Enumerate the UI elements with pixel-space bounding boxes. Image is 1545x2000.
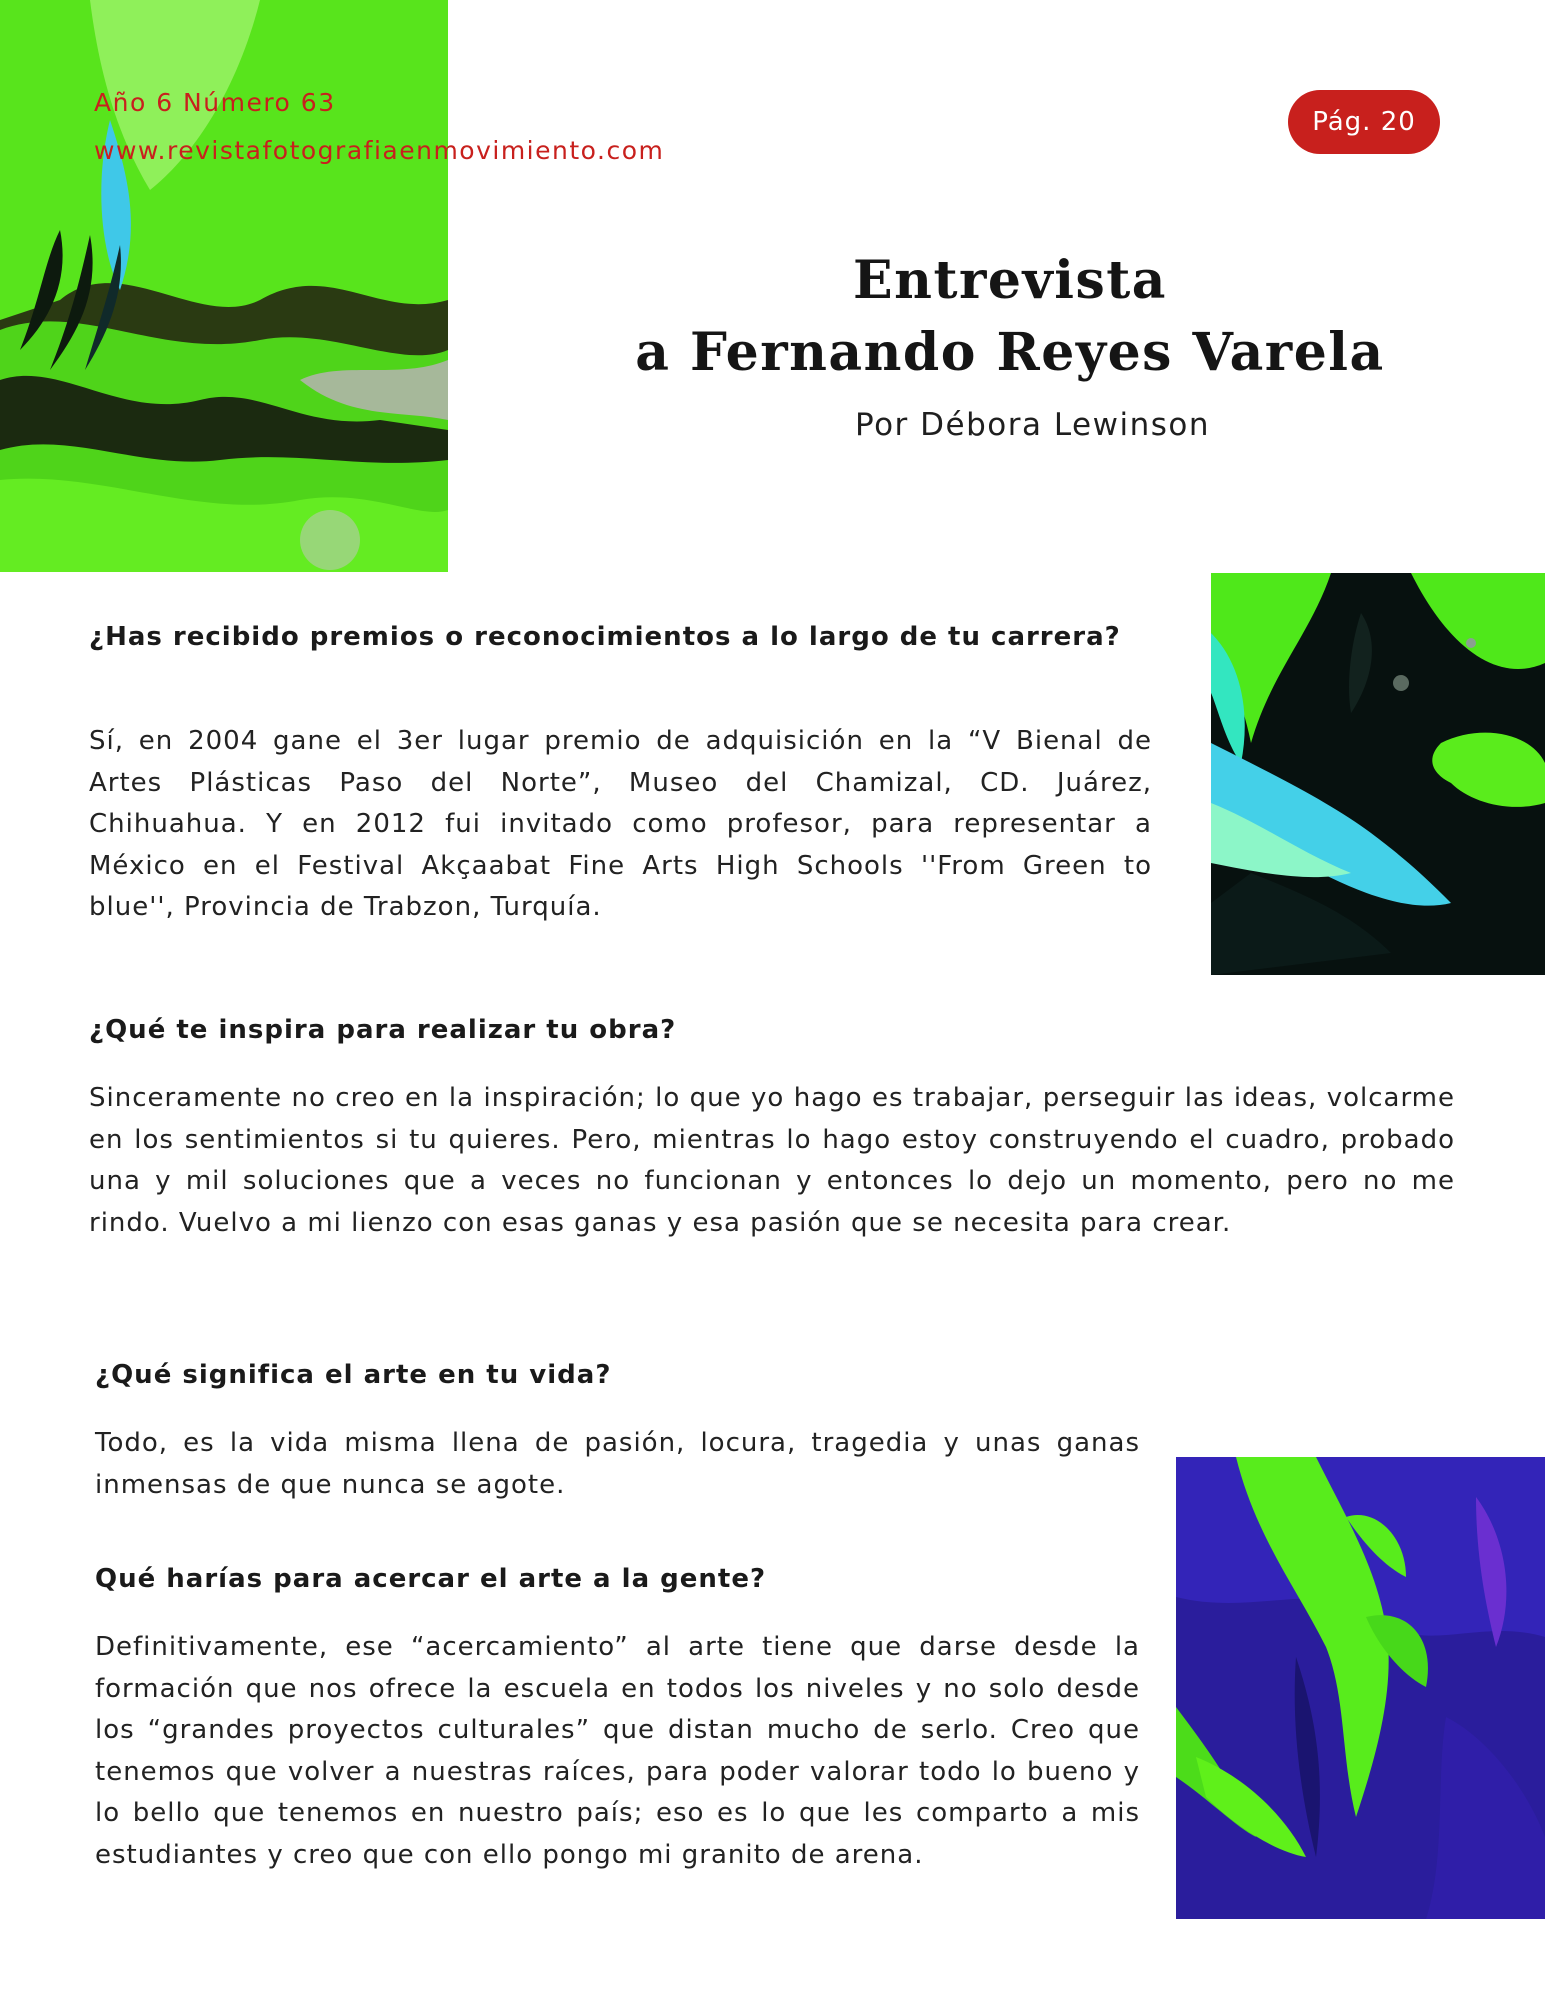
green-cyan-black-abstract-painting [1211, 573, 1545, 975]
answer-bring-art-closer: Definitivamente, ese “acercamiento” al arte tiene que darse desde la formación que nos ofrece la escuela en todos los niveles y no solo desde los “grandes proyectos culturales” que distan mucho de serlo. Creo que tenemos que volver a nuestras raíces, para poder valorar todo lo bueno y lo bello que tenemos en nuestro país; eso es lo que les comparto a mis estudiantes y creo que con ello pongo mi granito de arena. [95, 1632, 1140, 1870]
article-byline: Por Débora Lewinson [854, 407, 1210, 443]
question-awards: ¿Has recibido premios o reconocimientos a lo largo de tu carrera? [89, 622, 1121, 652]
question-inspiration: ¿Qué te inspira para realizar tu obra? [89, 1015, 677, 1045]
answer-inspiration: Sinceramente no creo en la inspiración; lo que yo hago es trabajar, perseguir las ideas, volcarme en los sentimientos si tu quieres. Pero, mientras lo hago estoy construyendo el cuadro, probado una y mil soluciones que a veces no funcionan y entonces lo dejo un momento, pero no me rindo. Vuelvo a mi lienzo con esas ganas y esa pasión que se necesita para crear. [89, 1083, 1455, 1238]
answer-awards: Sí, en 2004 gane el 3er lugar premio de adquisición en la “V Bienal de Artes Plásticas Paso del Norte”, Museo del Chamizal, CD. Juárez, Chihuahua. Y en 2012 fui invitado como profesor, para representar a México en el Festival Akçaabat Fine Arts High Schools ''From Green to blue'', Provincia de Trabzon, Turquía. [89, 726, 1152, 922]
article-title-line-2: a Fernando Reyes Varela [635, 322, 1385, 383]
article-title-line-1: Entrevista [853, 250, 1167, 311]
green-abstract-painting [0, 0, 448, 572]
answer-art-meaning: Todo, es la vida misma llena de pasión, locura, tragedia y unas ganas inmensas de que nunca se agote. [95, 1428, 1140, 1500]
issue-number: Año 6 Número 63 [94, 88, 336, 117]
question-art-meaning: ¿Qué significa el arte en tu vida? [95, 1360, 612, 1390]
green-purple-abstract-painting [1176, 1457, 1545, 1919]
website-link[interactable]: www.revistafotografiaenmovimiento.com [94, 136, 665, 165]
page-number-badge: Pág. 20 [1288, 90, 1440, 154]
question-bring-art-closer: Qué harías para acercar el arte a la gente? [95, 1564, 767, 1594]
